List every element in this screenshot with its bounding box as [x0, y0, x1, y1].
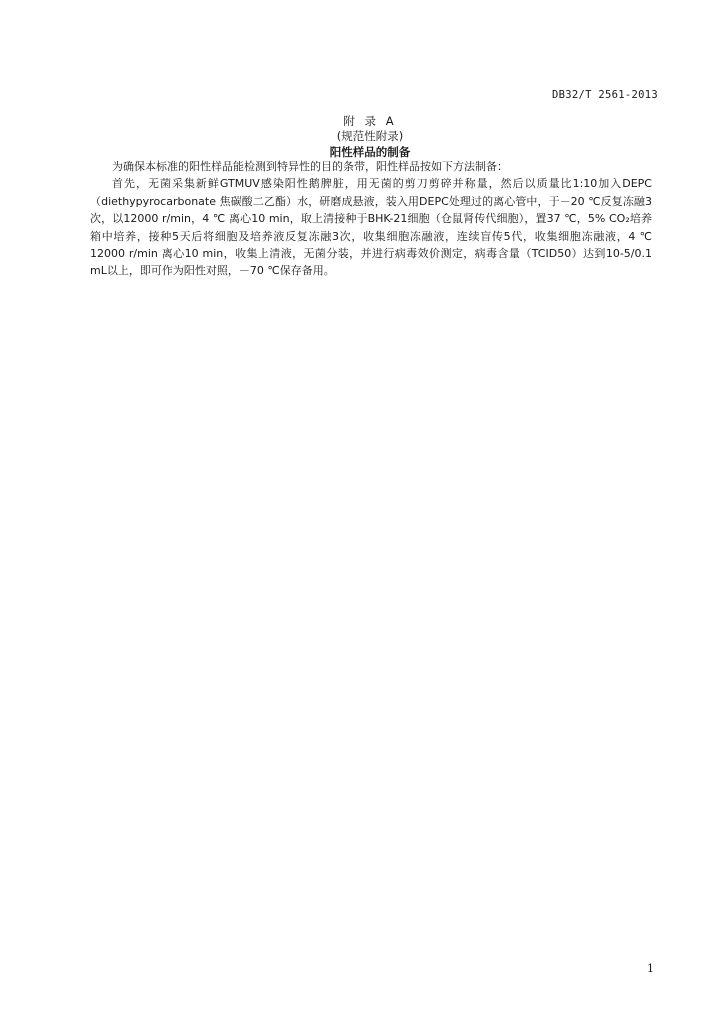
annex-title: 阳性样品的制备 [329, 145, 411, 159]
annex-type: (规范性附录) [336, 129, 404, 143]
annex-body [90, 158, 652, 280]
paragraph-procedure: 首先，无菌采集新鲜GTMUV感染阳性鹅脾脏，用无菌的剪刀剪碎并称量，然后以质量比1:10加入DEPC（diethypyrocarbonate 焦碳酸二乙酯）水，研磨成悬液，装入用DEPC处理过的离心管中，于－20 ℃反复冻融3次，以12000 r/min，4 ℃ 离心10 min，取上清接种于BHK-21细胞（仓鼠肾传代细胞），置37 ℃，5% CO₂培养箱中培养，接种5天后将细胞及培养液反复冻融3次，收集细胞冻融液，连续盲传5代，收集细胞冻融液，4 ℃ 12000 r/min 离心10 min，收集上清液，无菌分装，并进行病毒效价测定，病毒含量（TCID50）达到10-5/0.1 mL以上，即可作为阳性对照，－70 ℃保存备用。 [90, 177, 652, 278]
page-number: 1 [647, 962, 654, 975]
annex-label: 附 录 A [343, 114, 397, 128]
standard-code: DB32/T 2561-2013 [552, 89, 658, 101]
paragraph-intro: 为确保本标准的阳性样品能检测到特异性的目的条带，阳性样品按如下方法制备： [112, 160, 508, 173]
